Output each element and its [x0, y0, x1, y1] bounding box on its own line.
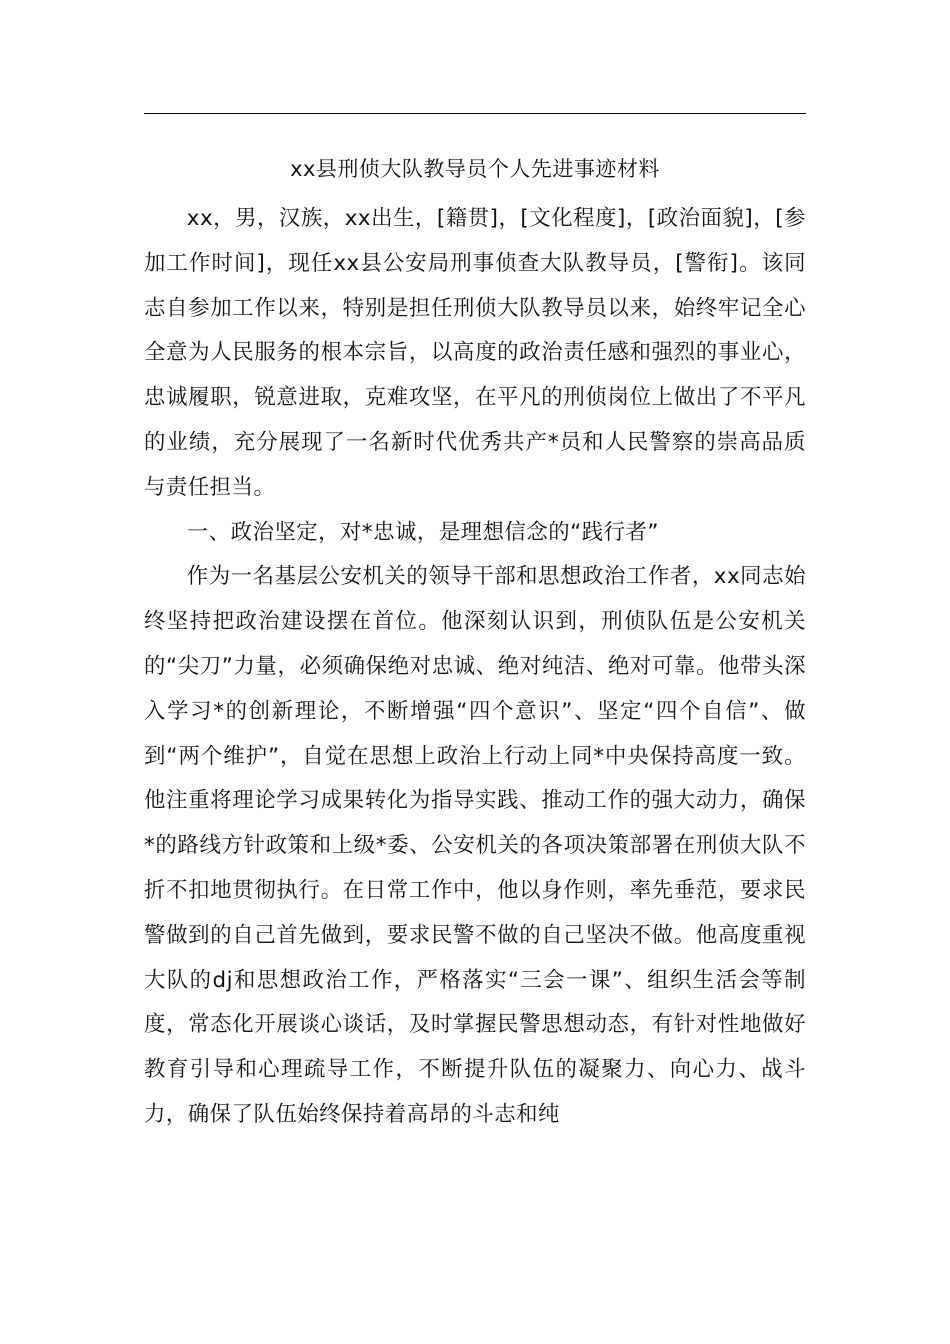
intro-paragraph: xx，男，汉族，xx出生，[籍贯]，[文化程度]，[政治面貌]，[参加工作时间]，现任xx县公安局刑事侦查大队教导员，[警衔]。该同志自参加工作以来，特别是担任刑侦大队教导员以来，始终牢记全心全意为人民服务的根本宗旨，以高度的政治责任感和强烈的事业心，忠诚履职，锐意进取，克难攻坚，在平凡的刑侦岗位上做出了不平凡的业绩，充分展现了一名新时代优秀共产*员和人民警察的崇高品质与责任担当。	[144, 206, 806, 500]
header-rule	[144, 113, 806, 114]
document-body	[144, 197, 806, 1138]
section-heading: 一、政治坚定，对*忠诚，是理想信念的“践行者”	[186, 519, 659, 545]
section-paragraph: 作为一名基层公安机关的领导干部和思想政治工作者，xx同志始终坚持把政治建设摆在首位。他深刻认识到，刑侦队伍是公安机关的“尖刀”力量，必须确保绝对忠诚、绝对纯洁、绝对可靠。他带头深入学习*的创新理论，不断增强“四个意识”、坚定“四个自信”、做到“两个维护”，自觉在思想上政治上行动上同*中央保持高度一致。他注重将理论学习成果转化为指导实践、推动工作的强大动力，确保*的路线方针政策和上级*委、公安机关的各项决策部署在刑侦大队不折不扣地贯彻执行。在日常工作中，他以身作则，率先垂范，要求民警做到的自己首先做到，要求民警不做的自己坚决不做。他高度重视大队的dj和思想政治工作，严格落实“三会一课”、组织生活会等制度，常态化开展谈心谈话，及时掌握民警思想动态，有针对性地做好教育引导和心理疏导工作，不断提升队伍的凝聚力、向心力、战斗力，确保了队伍始终保持着高昂的斗志和纯	[144, 564, 806, 1127]
document-title: xx县刑侦大队教导员个人先进事迹材料	[290, 157, 660, 181]
